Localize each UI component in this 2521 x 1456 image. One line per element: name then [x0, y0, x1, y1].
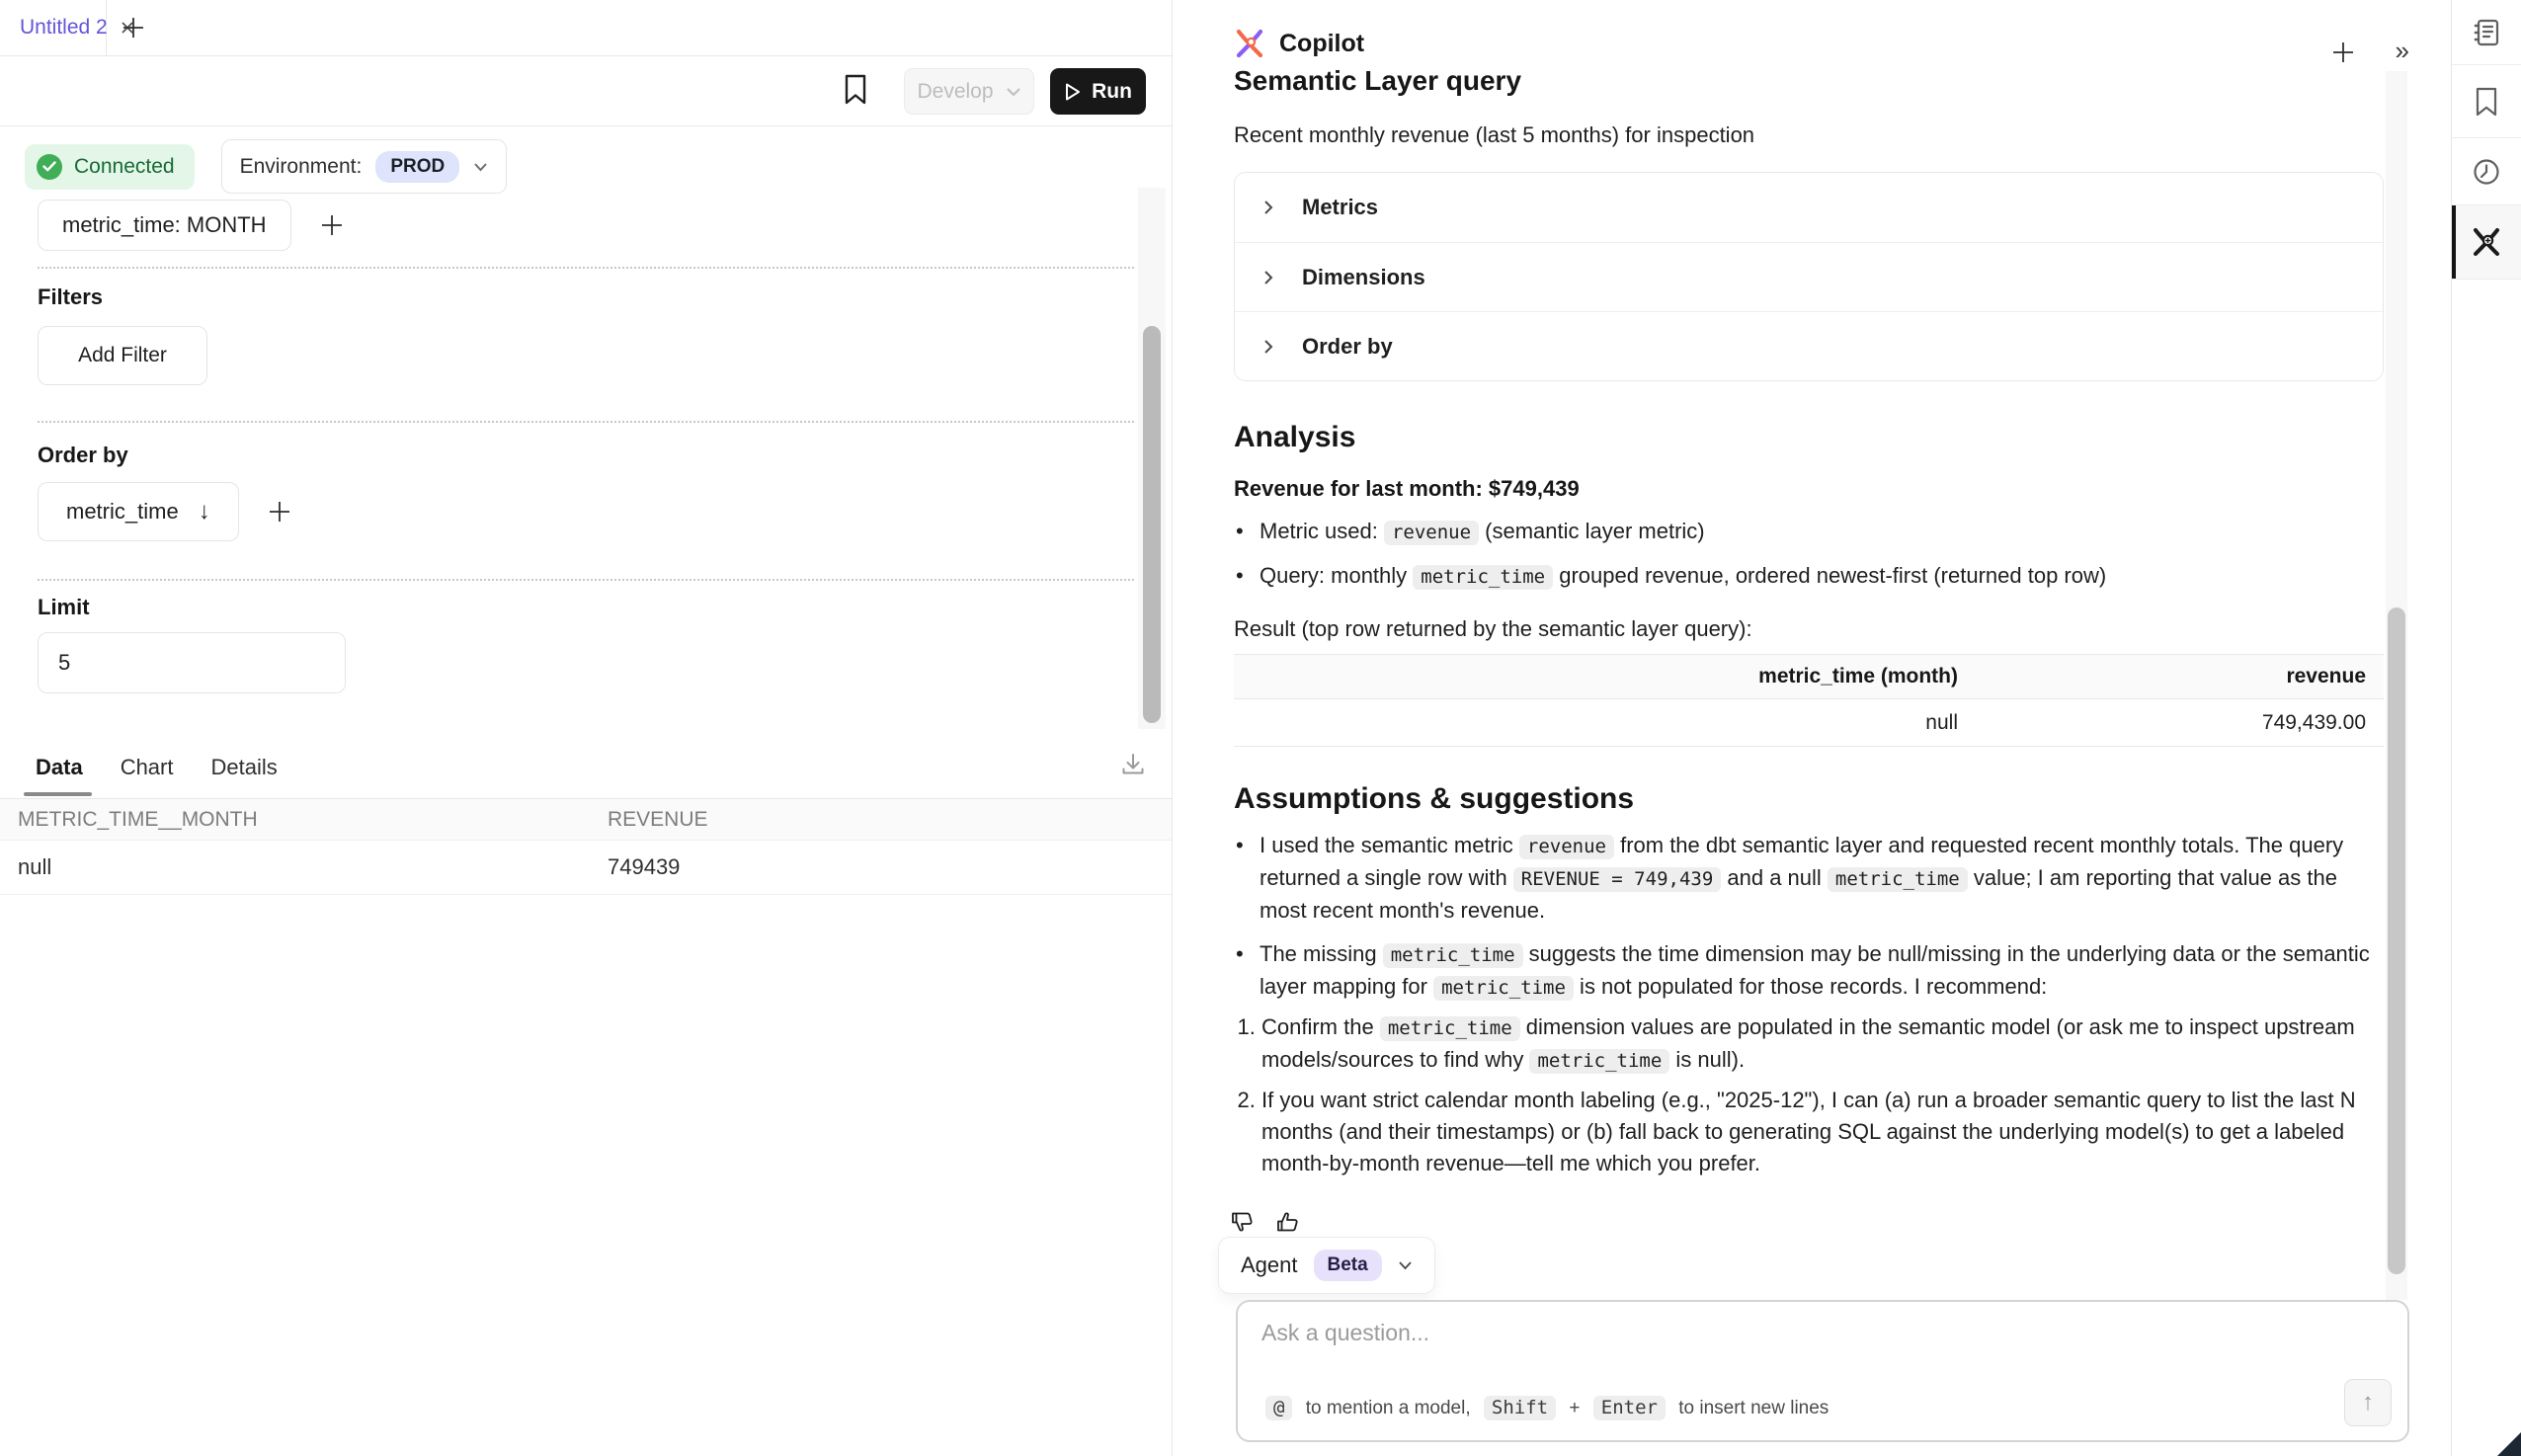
- accordion-metrics[interactable]: Metrics: [1235, 173, 2383, 242]
- section-divider: [38, 421, 1134, 423]
- list-item: • Query: monthly metric_time grouped revenue, ordered newest-first (returned top row): [1234, 560, 2384, 593]
- copilot-icon: [2469, 224, 2504, 260]
- add-order-by-icon[interactable]: [267, 499, 292, 525]
- limit-label: Limit: [38, 595, 90, 619]
- assumptions-bullet-list: [1234, 830, 2384, 1004]
- results-panel: [0, 736, 1172, 895]
- connection-status-badge: [25, 144, 195, 190]
- list-item: 1. Confirm the metric_time dimension values are populated in the semantic model (or ask me to inspect upstream models/sources to find why metric_time is null).: [1261, 1011, 2384, 1077]
- history-clock-icon: [2470, 155, 2503, 189]
- copilot-panel: [1172, 0, 2451, 1456]
- column-header: METRIC_TIME__MONTH: [18, 807, 258, 831]
- query-title: Semantic Layer query: [1234, 65, 1522, 96]
- question-composer: [1236, 1300, 2409, 1442]
- analysis-heading: Analysis: [1234, 421, 1356, 453]
- run-button[interactable]: [1050, 68, 1146, 115]
- editor-toolbar: [0, 56, 1172, 126]
- check-circle-icon: [37, 154, 62, 180]
- play-icon: [1064, 82, 1082, 102]
- composer-hint: @ to mention a model, Shift + Enter to insert new lines: [1261, 1396, 1829, 1420]
- thumbs-down-icon[interactable]: [1230, 1209, 1256, 1235]
- list-item: • The missing metric_time suggests the time dimension may be null/missing in the underlying data or the semantic layer mapping for metric_time is not populated for those records. I recommend:: [1234, 938, 2384, 1004]
- add-group-by-icon[interactable]: [319, 212, 345, 238]
- editor-tab-bar: [0, 0, 1172, 56]
- table-row: [1234, 699, 2384, 747]
- cell-metric-time: null: [1925, 710, 1958, 734]
- cell-revenue: 749,439.00: [2261, 710, 2366, 734]
- new-chat-icon[interactable]: [2330, 40, 2356, 65]
- feedback-buttons: [1230, 1209, 1301, 1235]
- tab-data[interactable]: Data: [36, 754, 83, 779]
- results-table-header: [0, 798, 1172, 841]
- group-by-chip[interactable]: metric_time: MONTH: [38, 200, 291, 251]
- rail-item-copilot[interactable]: [2452, 205, 2521, 280]
- query-detail-accordion: [1234, 172, 2384, 381]
- agent-selector[interactable]: [1218, 1237, 1435, 1294]
- copilot-logo-icon: [1234, 28, 1265, 59]
- assumptions-heading: Assumptions & suggestions: [1234, 782, 1635, 815]
- analysis-bullet-list: [1234, 516, 2384, 593]
- new-tab-icon[interactable]: [121, 15, 146, 40]
- result-table-header: [1234, 654, 2384, 699]
- beta-badge: Beta: [1314, 1250, 1382, 1281]
- list-item: • I used the semantic metric revenue from the dbt semantic layer and requested recent monthly totals. The query returned a single row with REVENUE = 749,439 and a null metric_time value; I am reporting that value as the most recent month's revenue.: [1234, 830, 2384, 927]
- result-intro: Result (top row returned by the semantic layer query):: [1234, 616, 1752, 641]
- window-corner-accent: [2497, 1432, 2521, 1456]
- cell-metric-time: null: [18, 854, 52, 879]
- tab-untitled-2[interactable]: [0, 0, 107, 55]
- develop-button[interactable]: [904, 68, 1034, 115]
- chevron-down-icon: [1006, 87, 1021, 97]
- ask-question-input[interactable]: [1261, 1320, 2318, 1346]
- chevron-right-icon: [1260, 199, 1276, 216]
- section-divider: [38, 267, 1134, 269]
- query-editor-pane: [0, 0, 1172, 1456]
- sort-desc-icon: ↓: [198, 498, 210, 525]
- table-row[interactable]: [0, 841, 1172, 895]
- accordion-order-by[interactable]: Order by: [1235, 311, 2383, 380]
- column-header: REVENUE: [608, 807, 708, 831]
- copilot-scrollbar-thumb[interactable]: [2388, 607, 2405, 1274]
- cell-revenue: 749439: [608, 854, 681, 879]
- query-builder: [0, 126, 1172, 736]
- run-label: Run: [1092, 79, 1132, 103]
- bookmark-icon[interactable]: [843, 73, 868, 107]
- section-divider: [38, 579, 1134, 581]
- query-description: Recent monthly revenue (last 5 months) for inspection: [1234, 122, 1755, 147]
- bookmark-icon: [2473, 85, 2500, 119]
- environment-value-chip: PROD: [375, 151, 459, 183]
- thumbs-up-icon[interactable]: [1275, 1209, 1301, 1235]
- rail-item-history[interactable]: [2452, 138, 2521, 205]
- list-item: • Metric used: revenue (semantic layer metric): [1234, 516, 2384, 548]
- list-item: 2. If you want strict calendar month labeling (e.g., "2025-12"), I can (a) run a broader semantic query to list the last N months (and their timestamps) or (b) fall back to generating SQL against the underlying model(s) to get a labeled month-by-month revenue—tell me which you prefer.: [1261, 1085, 2384, 1179]
- agent-label: Agent: [1241, 1253, 1298, 1277]
- rail-item-bookmarks[interactable]: [2452, 65, 2521, 138]
- chevron-down-icon: [1398, 1260, 1413, 1270]
- chevron-down-icon: [473, 162, 488, 172]
- rail-item-notebook[interactable]: [2452, 0, 2521, 65]
- add-filter-button[interactable]: Add Filter: [38, 326, 207, 385]
- recommendation-list: [1234, 1011, 2384, 1179]
- builder-scrollbar-thumb[interactable]: [1143, 326, 1161, 723]
- download-icon[interactable]: [1118, 750, 1148, 779]
- environment-selector[interactable]: [221, 139, 508, 194]
- side-icon-rail: [2451, 0, 2521, 1456]
- tab-chart[interactable]: Chart: [120, 754, 174, 779]
- tab-label: Untitled 2: [20, 16, 108, 39]
- analysis-headline: Revenue for last month: $749,439: [1234, 476, 1580, 501]
- develop-label: Develop: [917, 79, 994, 103]
- order-by-chip[interactable]: [38, 482, 239, 541]
- tab-details[interactable]: Details: [210, 754, 278, 779]
- column-header: revenue: [2286, 665, 2366, 688]
- limit-input[interactable]: [38, 632, 346, 693]
- order-by-label: Order by: [38, 443, 128, 467]
- copilot-title: Copilot: [1279, 29, 1365, 57]
- active-tab-underline: [24, 792, 92, 796]
- chevron-right-icon: [1260, 269, 1276, 286]
- connection-status-label: Connected: [74, 154, 175, 178]
- filters-label: Filters: [38, 284, 104, 309]
- column-header: metric_time (month): [1758, 665, 1958, 688]
- collapse-panel-icon[interactable]: »: [2395, 36, 2409, 65]
- order-chip-label: metric_time: [66, 499, 179, 524]
- environment-label: Environment:: [239, 154, 363, 178]
- result-table: [1234, 654, 2384, 747]
- notebook-icon: [2470, 16, 2503, 49]
- accordion-dimensions[interactable]: Dimensions: [1235, 242, 2383, 311]
- chevron-right-icon: [1260, 338, 1276, 356]
- submit-question-button[interactable]: ↑: [2344, 1379, 2392, 1426]
